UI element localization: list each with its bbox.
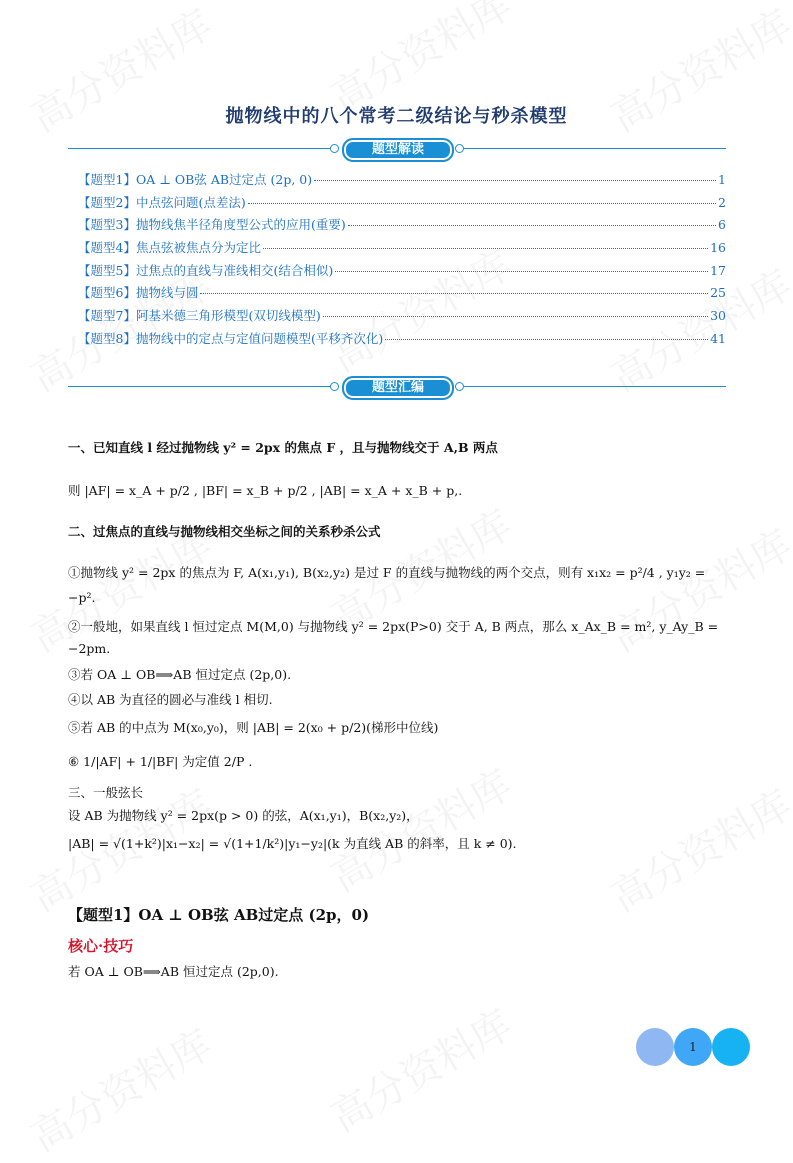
toc-leader [335,271,708,272]
conclusion-4: ④以 AB 为直径的圆必与准线 l 相切. [68,692,273,707]
toc-label: 【题型1】OA ⊥ OB弦 AB过定点 (2p, 0) [78,172,313,187]
heading-3: 三、一般弦长 [68,785,144,800]
section-header-reading [68,138,726,160]
page-number: 1 [689,1040,697,1054]
toc-item[interactable] [78,238,726,261]
watermark [319,754,521,903]
toc-leader [348,225,716,226]
section-header-compilation [68,376,726,398]
toc-label: 【题型3】抛物线焦半径角度型公式的应用(重要) [78,217,346,233]
divider [68,148,330,149]
watermark [19,1014,221,1163]
toc-leader [248,203,716,204]
toc-page: 16 [710,240,726,256]
conclusion-2-cont: −2pm. [68,641,111,656]
conclusion-5: ⑤若 AB 的中点为 M(x₀,y₀)，则 |AB| = 2(x₀ + p/2)(梯形中位线) [68,720,439,735]
divider-dot [455,382,464,391]
section-label: 题型解读 [342,138,454,162]
chord-setup: 设 AB 为抛物线 y² = 2px(p > 0) 的弦，A(x₁,y₁)，B(x₂,y₂)， [68,808,419,823]
divider [68,386,330,387]
formula-line: 则 |AF| = x_A + p/2 , |BF| = x_B + p/2 , |AB| = x_A + x_B + p,. [68,483,463,498]
heading-1: 一、已知直线 l 经过抛物线 y² = 2px 的焦点 F ，且与抛物线交于 A,B 两点 [68,440,498,455]
table-of-contents [78,170,726,352]
toc-leader [314,180,716,181]
toc-item[interactable] [78,306,726,329]
toc-item[interactable] [78,215,726,238]
toc-page: 6 [718,217,726,233]
toc-page: 41 [710,330,726,346]
conclusion-6: ⑥ 1/|AF| + 1/|BF| 为定值 2/P . [68,754,253,769]
toc-item[interactable] [78,170,726,193]
core-tip-heading: 核心·技巧 [68,937,134,955]
badge-circle [636,1028,674,1066]
heading-2: 二、过焦点的直线与抛物线相交坐标之间的关系秒杀公式 [68,524,381,539]
toc-label: 【题型2】中点弦问题(点差法) [78,194,246,210]
toc-page: 30 [710,308,726,324]
toc-label: 【题型8】抛物线中的定点与定值问题模型(平移齐次化) [78,330,384,346]
section-label: 题型汇编 [342,376,454,400]
toc-leader [323,316,708,317]
toc-leader [200,293,708,294]
toc-item[interactable] [78,193,726,216]
conclusion-1-cont: −p². [68,590,96,605]
conclusion-3: ③若 OA ⊥ OB⟹AB 恒过定点 (2p,0). [68,667,292,682]
toc-label: 【题型7】阿基米德三角形模型(双切线模型) [78,308,321,324]
toc-leader [385,339,708,340]
divider-dot [330,144,339,153]
divider [464,386,726,387]
conclusion-2: ②一般地，如果直线 l 恒过定点 M(M,0) 与抛物线 y² = 2px(P>0) 交于 A, B 两点，那么 x_Ax_B = m², y_Ay_B = [68,619,719,634]
divider [464,148,726,149]
toc-label: 【题型4】焦点弦被焦点分为定比 [78,240,261,256]
divider-dot [455,144,464,153]
watermark [319,994,521,1143]
toc-label: 【题型6】抛物线与圆 [78,285,199,301]
divider-dot [330,382,339,391]
toc-page: 2 [718,194,726,210]
page-title: 抛物线中的八个常考二级结论与秒杀模型 [225,106,568,127]
type1-heading: 【题型1】OA ⊥ OB弦 AB过定点 (2p，0) [68,906,370,924]
toc-item[interactable] [78,329,726,352]
toc-page: 17 [710,262,726,278]
toc-page: 25 [710,285,726,301]
toc-page: 1 [718,172,726,187]
core-tip-text: 若 OA ⊥ OB⟹AB 恒过定点 (2p,0). [68,964,279,979]
toc-item[interactable] [78,283,726,306]
toc-leader [263,248,708,249]
badge-circle [712,1028,750,1066]
conclusion-1: ①抛物线 y² = 2px 的焦点为 F, A(x₁,y₁), B(x₂,y₂) 是过 F 的直线与抛物线的两个交点，则有 x₁x₂ = p²/4 , y₁y₂ = [68,565,706,580]
toc-item[interactable] [78,261,726,284]
chord-length-formula: |AB| = √(1+k²)|x₁−x₂| = √(1+1/k²)|y₁−y₂|(k 为直线 AB 的斜率，且 k ≠ 0). [68,836,517,851]
toc-label: 【题型5】过焦点的直线与准线相交(结合相似) [78,262,334,278]
page-number-badge [636,1028,752,1066]
